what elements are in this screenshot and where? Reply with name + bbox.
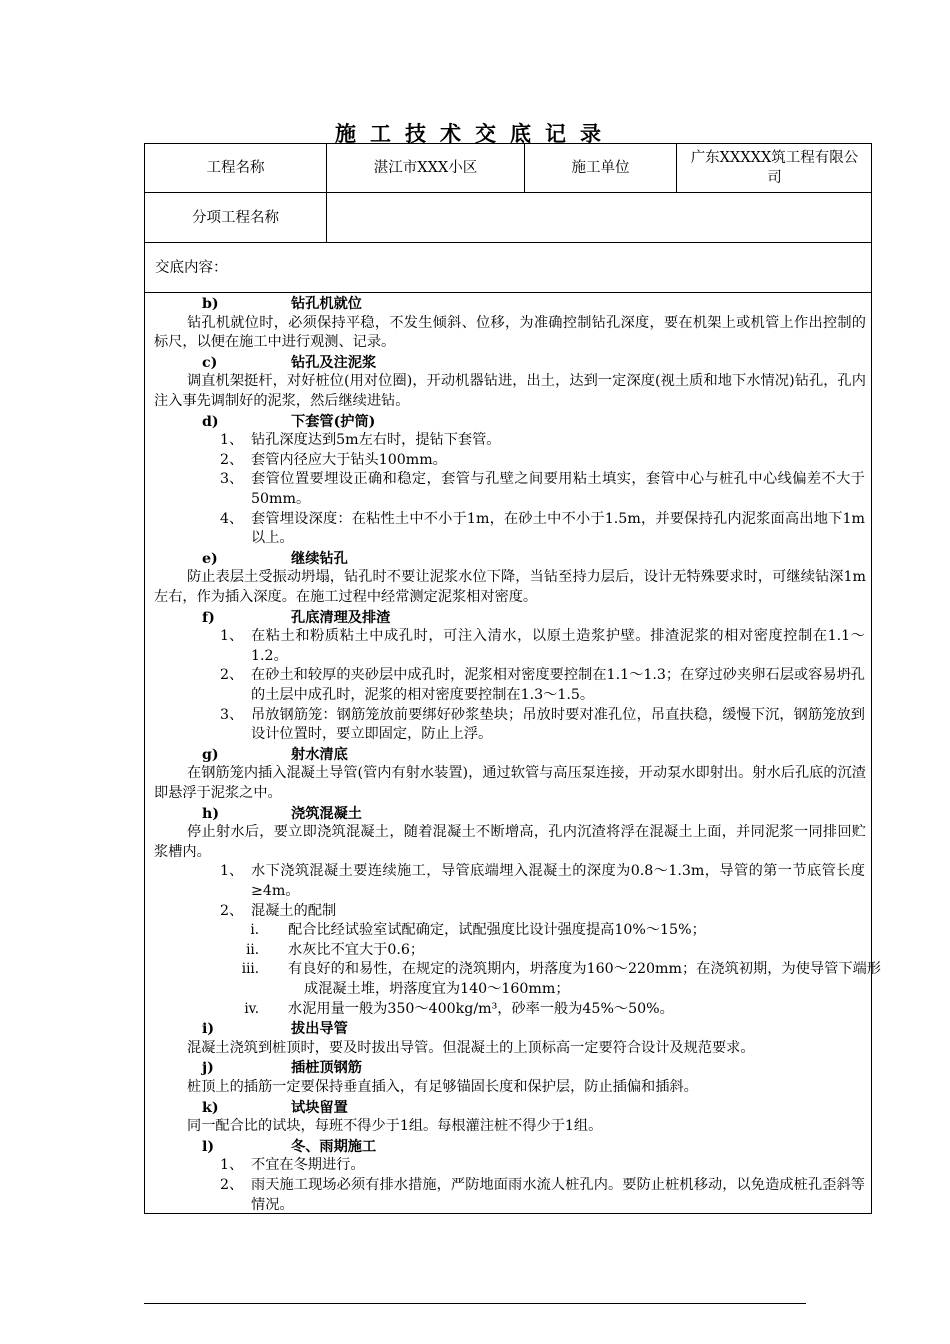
section-label: h)	[202, 805, 220, 822]
section-title: 孔底清理及排渣	[291, 609, 391, 626]
section-text: 钻孔机就位时，必须保持平稳，不发生倾斜、位移，为准确控制钻孔深度，要在机架上或机管上作出控制的标尺，以便在施工中进行观测、记录。	[154, 314, 866, 351]
list-number: 2、	[220, 451, 244, 468]
section-text: 桩顶上的插筋一定要保持垂直插入，有足够锚固长度和保护层，防止插偏和插斜。	[187, 1079, 698, 1095]
section-label: k)	[202, 1099, 219, 1116]
content-label: 交底内容：	[155, 259, 228, 276]
page-title: 施工技术交底记录	[335, 121, 615, 146]
list-item: 不宜在冬期进行。	[251, 1157, 365, 1174]
header-row-project	[145, 144, 871, 193]
section-title: 拔出导管	[291, 1021, 348, 1038]
list-number: 3、	[220, 471, 244, 488]
list-number: 3、	[220, 706, 244, 723]
section-text: 混凝土浇筑到桩顶时，要及时拔出导管。但混凝土的上顶标高一定要符合设计及规范要求。	[187, 1039, 755, 1056]
list-number: 2、	[220, 667, 244, 684]
section-text: 在钢筋笼内插入混凝土导管(管内有射水装置)，通过软管与高压泵连接，开动泵水即射出。射水后孔底的沉渣即悬浮于泥浆之中。	[154, 765, 866, 801]
section-title: 插桩顶钢筋	[291, 1060, 362, 1077]
list-number: 2、	[220, 1177, 244, 1193]
header-row-subproject	[145, 193, 871, 243]
sublist-item: 配合比经试验室试配确定，试配强度比设计强度提高10%～15%；	[288, 922, 706, 939]
sublist-number: iv.	[244, 1000, 259, 1017]
sublist-number: ii.	[246, 941, 259, 958]
section-title: 钻孔机就位	[291, 296, 362, 312]
project-name-label: 工程名称	[206, 160, 265, 176]
sublist-number: i.	[250, 922, 259, 939]
footer-rule	[144, 1303, 806, 1304]
section-title: 冬、雨期施工	[291, 1138, 377, 1155]
list-item: 套管埋设深度：在粘性土中不小于1m，在砂土中不小于1.5m，并要保持孔内泥浆面高出地下1m以上。	[251, 510, 865, 547]
sublist-item: 水泥用量一般为350～400kg/m³，砂率一般为45%～50%。	[288, 1000, 674, 1017]
list-number: 1、	[220, 863, 244, 880]
list-item: 雨天施工现场必须有排水措施，严防地面雨水流人桩孔内。要防止桩机移动，以免造成桩孔歪斜等情况。	[251, 1177, 865, 1213]
subproject-name-value	[326, 193, 872, 242]
list-item: 钻孔深度达到5m左右时，提钻下套管。	[251, 432, 501, 449]
sublist-number: iii.	[241, 961, 259, 978]
list-item: 吊放钢筋笼：钢筋笼放前要绑好砂浆垫块；吊放时要对准孔位，吊直扶稳，缓慢下沉，钢筋笼放到设计位置时，要立即固定，防止上浮。	[251, 706, 865, 743]
section-label: c)	[202, 354, 218, 371]
construction-unit-value: 广东XXXXX筑工程有限公司	[676, 144, 872, 192]
list-item: 混凝土的配制	[251, 902, 337, 919]
section-text: 同一配合比的试块，每班不得少于1组。每根灌注桩不得少于1组。	[187, 1118, 603, 1135]
section-label: e)	[202, 550, 218, 567]
section-title: 下套管(护筒)	[291, 413, 376, 430]
section-text: 调直机架挺杆，对好桩位(用对位圈)，开动机器钻进，出土，达到一定深度(视土质和地下水情况)钻孔，孔内注入事先调制好的泥浆，然后继续进钻。	[154, 373, 866, 409]
section-title: 射水清底	[291, 746, 348, 763]
section-title: 试块留置	[291, 1099, 348, 1116]
list-item: 在粘土和粉质粘土中成孔时，可注入清水，以原土造浆护壁。排渣泥浆的相对密度控制在1.1～1.2。	[251, 628, 865, 664]
list-number: 1、	[220, 432, 244, 449]
list-number: 1、	[220, 1157, 244, 1174]
sublist-item: 有良好的和易性，在规定的浇筑期内，坍落度为160～220mm；在浇筑初期，为使导管下端形成混凝土堆，坍落度宜为140～160mm；	[288, 961, 881, 997]
record-table	[144, 143, 881, 1214]
sublist-item: 水灰比不宜大于0.6；	[288, 941, 425, 958]
section-label: j)	[202, 1060, 214, 1077]
project-name-value: 湛江市XXX小区	[326, 144, 524, 192]
list-number: 4、	[220, 510, 244, 527]
list-number: 2、	[220, 902, 244, 919]
section-label: l)	[202, 1138, 215, 1155]
section-label: b)	[202, 296, 219, 312]
section-label: g)	[202, 746, 219, 763]
section-label: i)	[202, 1021, 215, 1038]
list-item: 套管内径应大于钻头100mm。	[251, 451, 447, 468]
list-item: 套管位置要埋设正确和稳定，套管与孔壁之间要用粘土填实，套管中心与桩孔中心线偏差不大于50mm。	[251, 471, 865, 507]
section-title: 浇筑混凝土	[291, 805, 362, 822]
header-row-content	[145, 243, 871, 293]
list-number: 1、	[220, 628, 244, 645]
list-item: 在砂土和较厚的夹砂层中成孔时，泥浆相对密度要控制在1.1～1.3；在穿过砂夹卵石层或容易坍孔的土层中成孔时，泥浆的相对密度要控制在1.3～1.5。	[251, 667, 865, 703]
construction-unit-label: 施工单位	[524, 144, 676, 192]
list-item: 水下浇筑混凝土要连续施工，导管底端埋入混凝土的深度为0.8～1.3m，导管的第一节底管长度≥4m。	[251, 863, 865, 899]
section-label: f)	[202, 609, 215, 626]
section-text: 停止射水后，要立即浇筑混凝土，随着混凝土不断增高，孔内沉渣将浮在混凝土上面，并同泥浆一同排回贮浆槽内。	[154, 824, 866, 860]
section-text: 防止表层土受振动坍塌，钻孔时不要让泥浆水位下降，当钻至持力层后，设计无特殊要求时，可继续钻深1m左右，作为插入深度。在施工过程中经常测定泥浆相对密度。	[154, 569, 866, 605]
section-title: 继续钻孔	[291, 550, 348, 567]
section-title: 钻孔及注泥浆	[291, 354, 377, 371]
subproject-name-label: 分项工程名称	[192, 209, 279, 226]
section-label: d)	[202, 413, 219, 430]
